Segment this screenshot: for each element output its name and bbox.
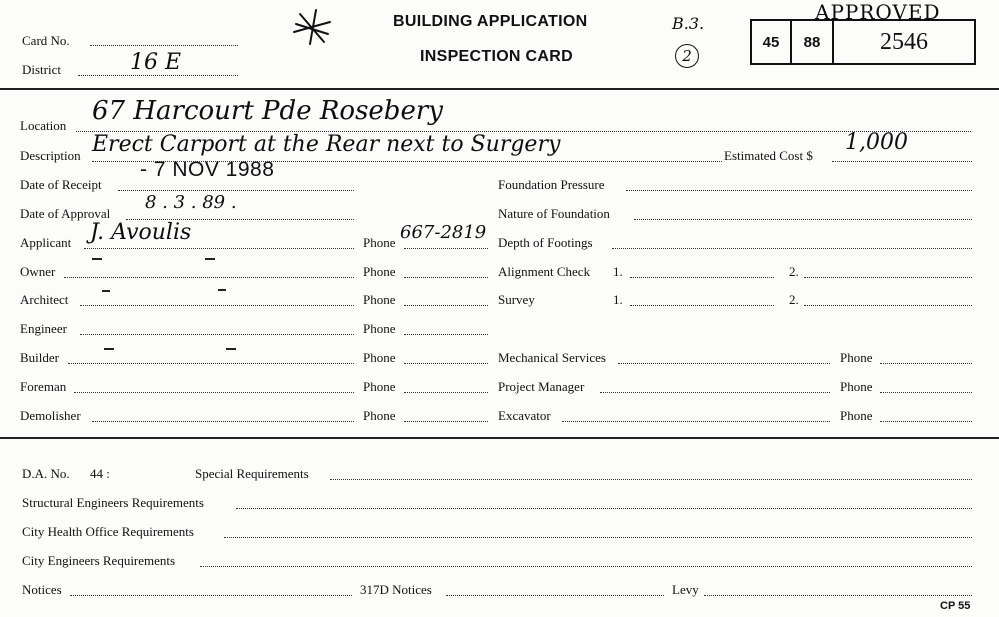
estimated-cost-value: 1,000 xyxy=(845,130,908,155)
card-no-label: Card No. xyxy=(22,33,70,48)
foreman-phone-label: Phone xyxy=(363,379,396,394)
special-requirements-line xyxy=(330,479,972,480)
special-requirements-label: Special Requirements xyxy=(195,466,309,481)
estimated-cost-line xyxy=(832,161,972,162)
structural-engineers-line xyxy=(236,508,972,509)
star-mark-icon xyxy=(290,6,336,46)
levy-line xyxy=(704,595,972,596)
structural-engineers-label: Structural Engineers Requirements xyxy=(22,495,204,510)
date-of-approval-value: 8 . 3 . 89 . xyxy=(145,192,237,213)
date-of-receipt-line xyxy=(118,190,354,191)
demolisher-phone-line xyxy=(404,421,488,422)
title-line-2: INSPECTION CARD xyxy=(420,48,573,65)
builder-label: Builder xyxy=(20,350,59,365)
survey-num-1: 1. xyxy=(613,292,623,307)
levy-label: Levy xyxy=(672,582,699,597)
header-divider xyxy=(0,88,999,90)
project-manager-label: Project Manager xyxy=(498,379,585,394)
engineer-line xyxy=(80,334,354,335)
architect-label: Architect xyxy=(20,292,69,307)
alignment-check-num-2: 2. xyxy=(789,264,799,279)
owner-label: Owner xyxy=(20,264,56,279)
alignment-check-label: Alignment Check xyxy=(498,264,591,279)
applicant-label: Applicant xyxy=(20,235,72,250)
estimated-cost-label: Estimated Cost $ xyxy=(724,148,813,163)
strike-mark xyxy=(92,258,102,260)
date-of-receipt-stamp: - 7 NOV 1988 xyxy=(140,158,275,181)
card-no-line xyxy=(90,45,238,46)
margin-note: B.3. xyxy=(672,14,705,33)
date-of-receipt-label: Date of Receipt xyxy=(20,177,102,192)
number-box-3: 2546 xyxy=(832,19,976,65)
strike-mark xyxy=(218,289,226,291)
description-label: Description xyxy=(20,148,81,163)
applicant-phone-line xyxy=(404,248,488,249)
engineer-label: Engineer xyxy=(20,321,67,336)
circled-number xyxy=(675,44,699,68)
district-label: District xyxy=(22,62,61,77)
city-engineers-label: City Engineers Requirements xyxy=(22,553,176,568)
alignment-check-num-1: 1. xyxy=(613,264,623,279)
excavator-phone-line xyxy=(880,421,972,422)
alignment-check-line-2 xyxy=(804,277,972,278)
footer-divider xyxy=(0,437,999,439)
foundation-pressure-line xyxy=(626,190,972,191)
survey-line-2 xyxy=(804,305,972,306)
title-line-1: BUILDING APPLICATION xyxy=(393,13,588,30)
mechanical-services-label: Mechanical Services xyxy=(498,350,606,365)
mechanical-services-line xyxy=(618,363,830,364)
builder-line xyxy=(68,363,354,364)
architect-phone-line xyxy=(404,305,488,306)
mechanical-services-phone-line xyxy=(880,363,972,364)
strike-mark xyxy=(104,348,114,350)
da-no-label: D.A. No. xyxy=(22,466,70,481)
builder-phone-line xyxy=(404,363,488,364)
description-value: Erect Carport at the Rear next to Surgery xyxy=(92,132,561,157)
applicant-value: J. Avoulis xyxy=(90,220,192,245)
district-value: 16 E xyxy=(130,50,182,75)
number-box-2: 88 xyxy=(790,19,834,65)
strike-mark xyxy=(102,290,110,292)
survey-line-1 xyxy=(630,305,774,306)
location-value: 67 Harcourt Pde Rosebery xyxy=(92,96,443,126)
excavator-label: Excavator xyxy=(498,408,551,423)
foreman-phone-line xyxy=(404,392,488,393)
depth-of-footings-line xyxy=(612,248,972,249)
excavator-line xyxy=(562,421,830,422)
foreman-label: Foreman xyxy=(20,379,67,394)
excavator-phone-label: Phone xyxy=(840,408,873,423)
applicant-phone-label: Phone xyxy=(363,235,396,250)
depth-of-footings-label: Depth of Footings xyxy=(498,235,593,250)
city-health-line xyxy=(224,537,972,538)
architect-phone-label: Phone xyxy=(363,292,396,307)
strike-mark xyxy=(205,258,215,260)
builder-phone-label: Phone xyxy=(363,350,396,365)
applicant-line xyxy=(84,248,354,249)
form-code: CP 55 xyxy=(940,600,971,612)
city-engineers-line xyxy=(200,566,972,567)
notices-line xyxy=(70,595,352,596)
da-no-value: 44 : xyxy=(90,466,110,481)
applicant-phone-value: 667-2819 xyxy=(400,222,487,243)
engineer-phone-label: Phone xyxy=(363,321,396,336)
owner-line xyxy=(64,277,354,278)
engineer-phone-line xyxy=(404,334,488,335)
demolisher-label: Demolisher xyxy=(20,408,81,423)
notices-317d-line xyxy=(446,595,664,596)
mechanical-services-phone-label: Phone xyxy=(840,350,873,365)
project-manager-phone-line xyxy=(880,392,972,393)
date-of-approval-label: Date of Approval xyxy=(20,206,111,221)
demolisher-line xyxy=(92,421,354,422)
strike-mark xyxy=(226,348,236,350)
project-manager-line xyxy=(600,392,830,393)
foundation-pressure-label: Foundation Pressure xyxy=(498,177,605,192)
foreman-line xyxy=(74,392,354,393)
survey-label: Survey xyxy=(498,292,535,307)
approved-stamp: APPROVED xyxy=(815,0,941,24)
project-manager-phone-label: Phone xyxy=(840,379,873,394)
owner-phone-label: Phone xyxy=(363,264,396,279)
notices-label: Notices xyxy=(22,582,62,597)
notices-317d-label: 317D Notices xyxy=(360,582,432,597)
survey-num-2: 2. xyxy=(789,292,799,307)
city-health-label: City Health Office Requirements xyxy=(22,524,194,539)
nature-of-foundation-line xyxy=(634,219,972,220)
nature-of-foundation-label: Nature of Foundation xyxy=(498,206,610,221)
location-label: Location xyxy=(20,118,67,133)
architect-line xyxy=(80,305,354,306)
circled-number-text: 2 xyxy=(682,47,692,65)
number-box-1: 45 xyxy=(750,19,792,65)
owner-phone-line xyxy=(404,277,488,278)
demolisher-phone-label: Phone xyxy=(363,408,396,423)
district-line xyxy=(78,75,238,76)
alignment-check-line-1 xyxy=(630,277,774,278)
